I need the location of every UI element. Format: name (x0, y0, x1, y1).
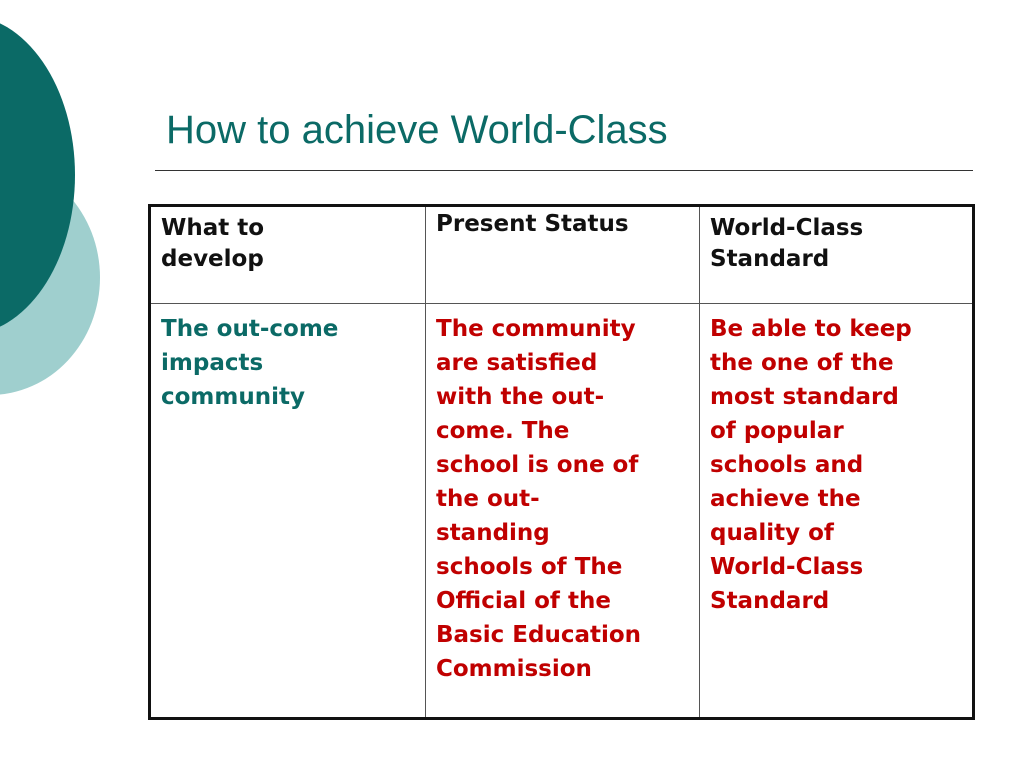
table-row (150, 304, 974, 719)
slide-title: How to achieve World-Class (166, 108, 668, 152)
cell-what-to-develop (150, 304, 426, 719)
table-header-row (150, 206, 974, 304)
header-label: What to develop (161, 215, 265, 272)
cell-text: Be able to keep the one of the most standard of popular schools and achieve the quality of World-Class Standard (710, 316, 912, 614)
header-label: Present Status (436, 211, 629, 237)
header-cell-present-status (426, 206, 700, 304)
header-cell-what-to-develop (150, 206, 426, 304)
comparison-table (148, 204, 975, 720)
header-cell-world-class-standard (700, 206, 974, 304)
cell-text: The out-come impacts community (161, 316, 339, 410)
cell-text: The community are satisfied with the out- come. The school is one of the out- standing schools of The Official of the Basic Education Commission (436, 316, 642, 682)
cell-present-status (426, 304, 700, 719)
header-label: World-Class Standard (710, 215, 864, 272)
title-underline (155, 170, 973, 171)
cell-world-class-standard (700, 304, 974, 719)
